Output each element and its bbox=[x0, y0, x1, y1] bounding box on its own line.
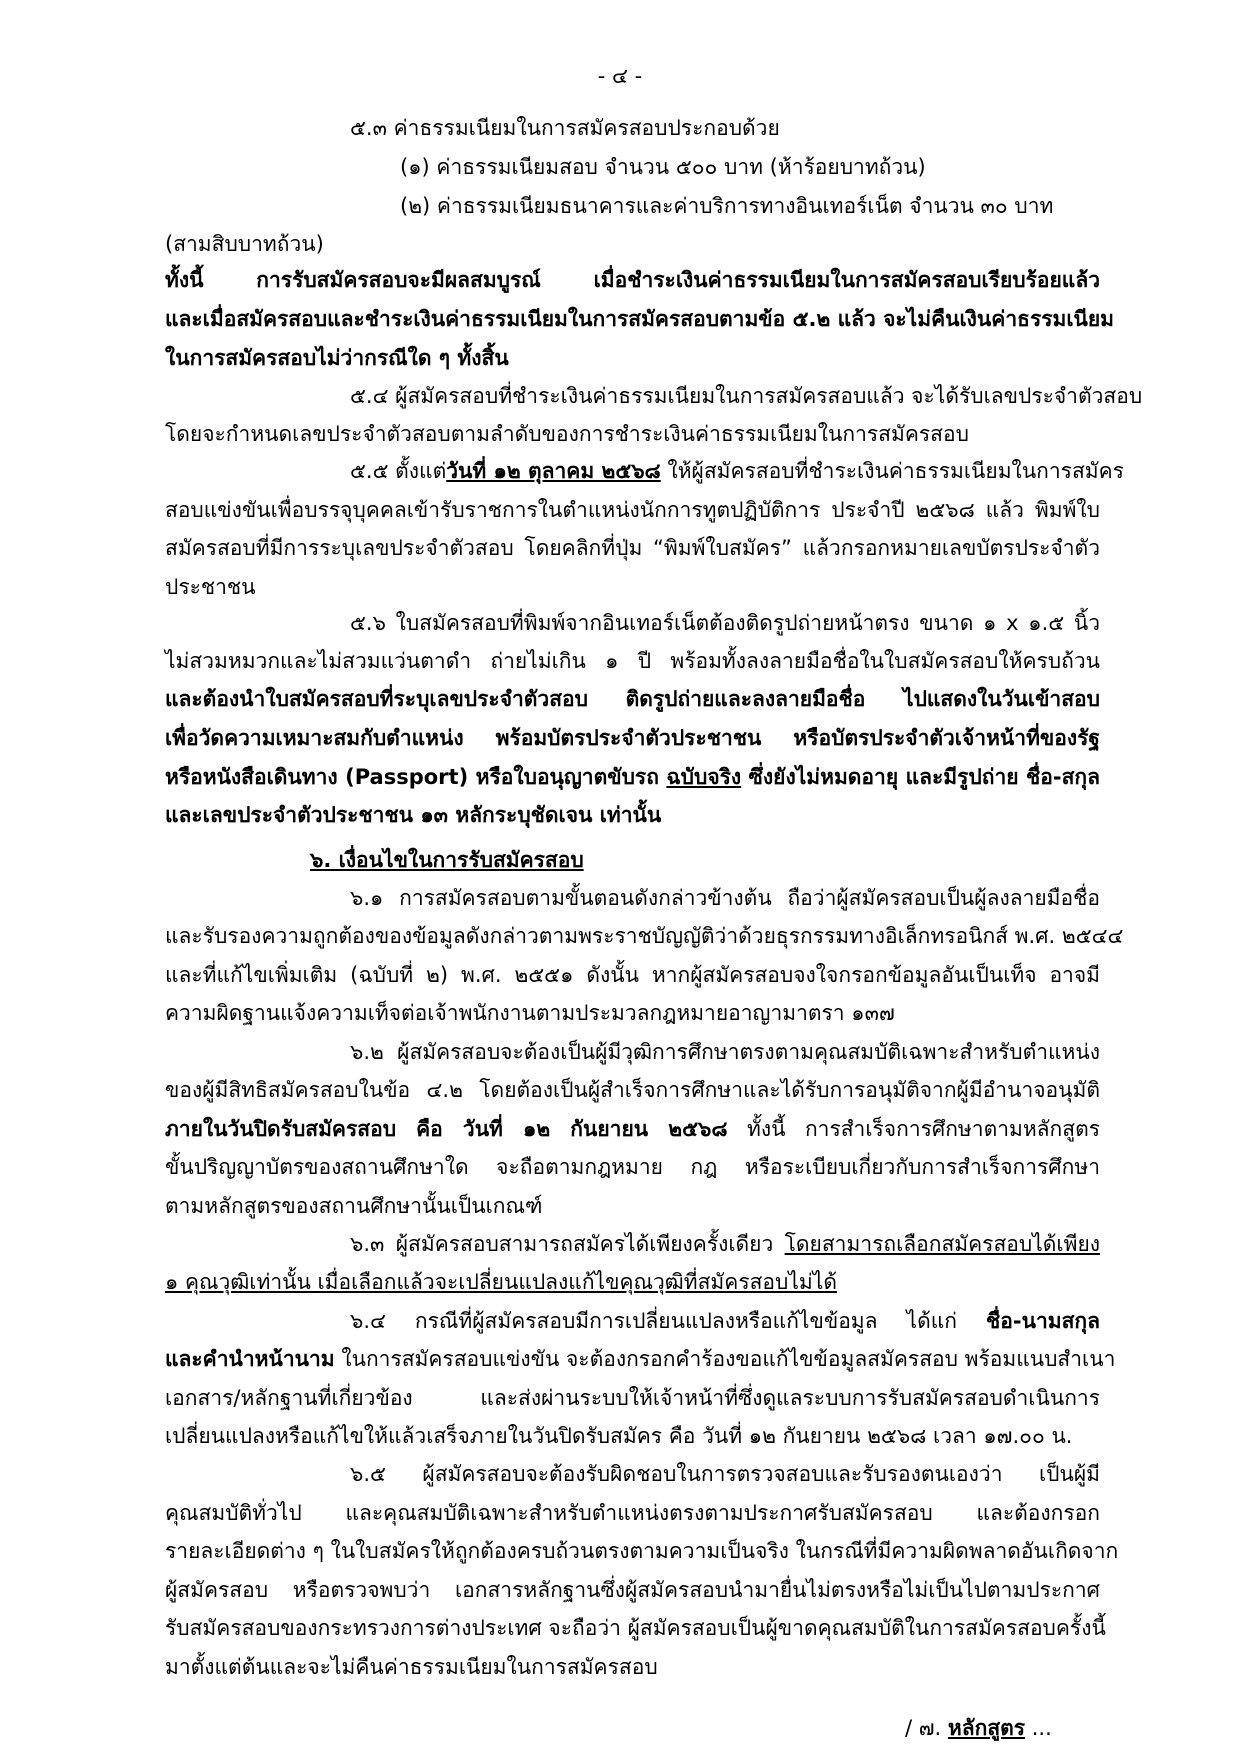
sec5-6-line-2: ไม่สวมหมวกและไม่สวมแว่นตาดำ ถ่ายไม่เกิน ๑ ปี พร้อมทั้งลงลายมือชื่อในใบสมัครสอบให้ครบถ้วน bbox=[165, 649, 1100, 673]
sec6-2-line-4: ขั้นปริญญาบัตรของสถานศึกษาใด จะถือตามกฎหมาย กฎ หรือระเบียบเกี่ยวกับการสำเร็จการศึกษา bbox=[165, 1155, 1100, 1179]
sec5-6-line-3: และต้องนำใบสมัครสอบที่ระบุเลขประจำตัวสอบ ติดรูปถ่ายและลงลายมือชื่อ ไปแสดงในวันเข้าสอบ bbox=[165, 687, 1100, 711]
sec5-5-line-3: สมัครสอบที่มีการระบุเลขประจำตัวสอบ โดยคลิกที่ปุ่ม “พิมพ์ใบสมัคร” แล้วกรอกหมายเลขบัตรประจำตัว bbox=[165, 536, 1100, 560]
sec5-6-line-6: และเลขประจำตัวประชาชน ๑๓ หลักระบุชัดเจน เท่านั้น bbox=[165, 803, 662, 827]
sec6-1-line-3: และที่แก้ไขเพิ่มเติม (ฉบับที่ ๒) พ.ศ. ๒๕๕๑ ดังนั้น หากผู้สมัครสอบจงใจกรอกข้อมูลอันเป็นเท็จ อาจมี bbox=[165, 963, 1100, 987]
next-section-label: หลักสูตร bbox=[947, 1716, 1026, 1740]
sec6-2-line-2: ของผู้มีสิทธิสมัครสอบในข้อ ๔.๒ โดยต้องเป็นผู้สำเร็จการศึกษาและได้รับการอนุมัติจากผู้มีอำนาจอนุมัติ bbox=[165, 1078, 1100, 1102]
sec5-3-item-2-cont: (สามสิบบาทถ้วน) bbox=[165, 232, 324, 256]
sec5-5-date: วันที่ ๑๒ ตุลาคม ๒๕๖๘ bbox=[446, 459, 661, 483]
sec6-5-line-2: คุณสมบัติทั่วไป และคุณสมบัติเฉพาะสำหรับตำแหน่งตรงตามประกาศรับสมัครสอบ และต้องกรอก bbox=[165, 1501, 1100, 1525]
sec5-4-line-1: ๕.๔ ผู้สมัครสอบที่ชำระเงินค่าธรรมเนียมในการสมัครสอบแล้ว จะได้รับเลขประจำตัวสอบ bbox=[350, 384, 1143, 408]
sec6-1-line-2: และรับรองความถูกต้องของข้อมูลดังกล่าวตามพระราชบัญญัติว่าด้วยธุรกรรมทางอิเล็กทรอนิกส์ พ.ศ. ๒๕๔๔ bbox=[165, 924, 1124, 948]
sec6-2-line-5: ตามหลักสูตรของสถานศึกษานั้นเป็นเกณฑ์ bbox=[165, 1194, 543, 1218]
sec6-3-line-2: ๑ คุณวุฒิเท่านั้น เมื่อเลือกแล้วจะเปลี่ยนแปลงแก้ไขคุณวุฒิที่สมัครสอบไม่ได้ bbox=[165, 1270, 837, 1294]
sec5-3-item-1: (๑) ค่าธรรมเนียมสอบ จำนวน ๕๐๐ บาท (ห้าร้อยบาทถ้วน) bbox=[400, 155, 926, 179]
page-number: - ๔ - bbox=[597, 64, 643, 88]
original-copy-emphasis: ฉบับจริง bbox=[666, 765, 742, 789]
sec5-6-line-4: เพื่อวัดความเหมาะสมกับตำแหน่ง พร้อมบัตรประจำตัวประชาชน หรือบัตรประจำตัวเจ้าหน้าที่ของรัฐ bbox=[165, 726, 1100, 750]
sec5-5-line-1: ๕.๕ ตั้งแต่วันที่ ๑๒ ตุลาคม ๒๕๖๘ ให้ผู้สมัครสอบที่ชำระเงินค่าธรรมเนียมในการสมัคร bbox=[350, 459, 1124, 483]
notice-line-1: ทั้งนี้ การรับสมัครสอบจะมีผลสมบูรณ์ เมื่อชำระเงินค่าธรรมเนียมในการสมัครสอบเรียบร้อยแล้ว bbox=[165, 268, 1100, 292]
sec6-3-line-1: ๖.๓ ผู้สมัครสอบสามารถสมัครได้เพียงครั้งเดียว โดยสามารถเลือกสมัครสอบได้เพียง bbox=[350, 1232, 1100, 1256]
next-page-pointer: / ๗. หลักสูตร ... bbox=[905, 1716, 1052, 1740]
sec6-heading: ๖. เงื่อนไขในการรับสมัครสอบ bbox=[310, 848, 584, 872]
sec6-4-line-1: ๖.๔ กรณีที่ผู้สมัครสอบมีการเปลี่ยนแปลงหรือแก้ไขข้อมูล ได้แก่ ชื่อ-นามสกุล bbox=[350, 1309, 1100, 1333]
sec6-5-line-6: มาตั้งแต่ต้นและจะไม่คืนค่าธรรมเนียมในการสมัครสอบ bbox=[165, 1655, 658, 1679]
sec6-4-line-3: เอกสาร/หลักฐานที่เกี่ยวข้อง และส่งผ่านระบบให้เจ้าหน้าที่ซึ่งดูแลระบบการรับสมัครสอบดำเนินการ bbox=[165, 1386, 1100, 1410]
sec6-5-line-3: รายละเอียดต่าง ๆ ในใบสมัครให้ถูกต้องครบถ้วนตรงตามความเป็นจริง ในกรณีที่มีความผิดพลาดอันเกิดจาก bbox=[165, 1539, 1119, 1563]
sec5-3-heading: ๕.๓ ค่าธรรมเนียมในการสมัครสอบประกอบด้วย bbox=[350, 116, 780, 140]
sec6-5-line-1: ๖.๕ ผู้สมัครสอบจะต้องรับผิดชอบในการตรวจสอบและรับรองตนเองว่า เป็นผู้มี bbox=[350, 1462, 1100, 1486]
sec6-2-line-1: ๖.๒ ผู้สมัครสอบจะต้องเป็นผู้มีวุฒิการศึกษาตรงตามคุณสมบัติเฉพาะสำหรับตำแหน่ง bbox=[350, 1040, 1100, 1064]
sec5-5-line-2: สอบแข่งขันเพื่อบรรจุบุคคลเข้ารับราชการในตำแหน่งนักการทูตปฏิบัติการ ประจำปี ๒๕๖๘ แล้ว พิมพ์ใบ bbox=[165, 498, 1100, 522]
sec6-5-line-4: ผู้สมัครสอบ หรือตรวจพบว่า เอกสารหลักฐานซึ่งผู้สมัครสอบนำมายื่นไม่ตรงหรือไม่เป็นไปตามประกาศ bbox=[165, 1578, 1100, 1602]
sec6-2-line-3: ภายในวันปิดรับสมัครสอบ คือ วันที่ ๑๒ กันยายน ๒๕๖๘ ทั้งนี้ การสำเร็จการศึกษาตามหลักสูตร bbox=[165, 1117, 1101, 1141]
sec5-5-line-4: ประชาชน bbox=[165, 575, 256, 599]
sec5-4-line-2: โดยจะกำหนดเลขประจำตัวสอบตามลำดับของการชำระเงินค่าธรรมเนียมในการสมัครสอบ bbox=[165, 422, 969, 446]
sec6-1-line-4: ความผิดฐานแจ้งความเท็จต่อเจ้าพนักงานตามประมวลกฎหมายอาญามาตรา ๑๓๗ bbox=[165, 1001, 895, 1025]
sec5-3-item-2: (๒) ค่าธรรมเนียมธนาคารและค่าบริการทางอินเทอร์เน็ต จำนวน ๓๐ บาท bbox=[400, 194, 1054, 218]
notice-line-2: และเมื่อสมัครสอบและชำระเงินค่าธรรมเนียมในการสมัครสอบตามข้อ ๕.๒ แล้ว จะไม่คืนเงินค่าธรรมเนียม bbox=[165, 307, 1115, 331]
sec6-1-line-1: ๖.๑ การสมัครสอบตามขั้นตอนดังกล่าวข้างต้น ถือว่าผู้สมัครสอบเป็นผู้ลงลายมือชื่อ bbox=[350, 886, 1100, 910]
sec5-6-line-5: หรือหนังสือเดินทาง (Passport) หรือใบอนุญาตขับรถ ฉบับจริง ซึ่งยังไม่หมดอายุ และมีรูปถ่าย ชื่อ-สกุล bbox=[165, 765, 1100, 789]
notice-line-3: ในการสมัครสอบไม่ว่ากรณีใด ๆ ทั้งสิ้น bbox=[165, 346, 509, 370]
sec6-4-line-4: เปลี่ยนแปลงหรือแก้ไขให้แล้วเสร็จภายในวันปิดรับสมัคร คือ วันที่ ๑๒ กันยายน ๒๕๖๘ เวลา ๑๗.๐๐ น. bbox=[165, 1424, 1073, 1448]
sec5-6-line-1: ๕.๖ ใบสมัครสอบที่พิมพ์จากอินเทอร์เน็ตต้องติดรูปถ่ายหน้าตรง ขนาด ๑ x ๑.๕ นิ้ว bbox=[350, 611, 1100, 635]
sec6-5-line-5: รับสมัครสอบของกระทรวงการต่างประเทศ จะถือว่า ผู้สมัครสอบเป็นผู้ขาดคุณสมบัติในการสมัครสอบครั้งนี้ bbox=[165, 1616, 1106, 1640]
sec6-4-line-2: และคำนำหน้านาม ในการสมัครสอบแข่งขัน จะต้องกรอกคำร้องขอแก้ไขข้อมูลสมัครสอบ พร้อมแนบสำเนา bbox=[165, 1347, 1116, 1371]
